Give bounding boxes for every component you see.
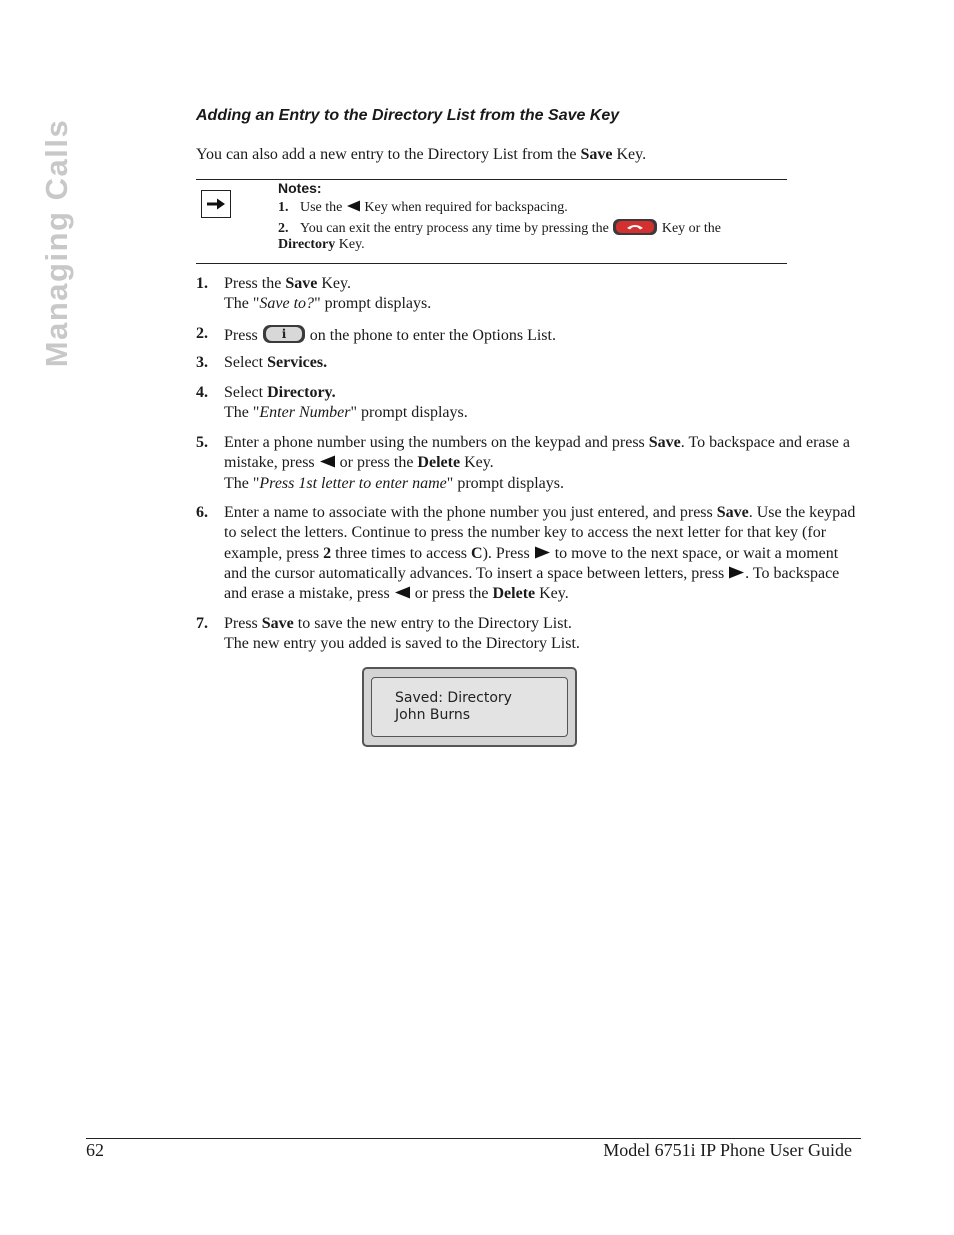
right-triangle-icon [534,546,551,559]
step-2: 2. Press i on the phone to enter the Options List. [196,325,556,344]
display-line-2: John Burns [395,707,471,723]
section-heading: Adding an Entry to the Directory List from the Save Key [196,107,620,124]
footer-divider [86,1138,861,1139]
phone-display [362,667,577,747]
info-key-icon [262,324,306,344]
guide-title: Model 6751i IP Phone User Guide [603,1140,852,1160]
intro-paragraph: You can also add a new entry to the Directory List from the Save Key. [196,146,647,163]
step-6: 6. Enter a name to associate with the phone number you just entered, and press Save. Use the keypad to select the letters. Continue to press the number key to access the next letter for that key (for example, press 2 three times to access C). Press to move to the next space, or wait a moment and the cursor automatically advances. To insert a space between letters, press . To backspace and erase a mistake, press or press the Delete Key. [196,504,856,603]
note-item-2-continued: Directory Key. [278,237,365,252]
left-triangle-icon [394,586,411,599]
step-1: 1. Press the Save Key. The "Save to?" prompt displays. [196,275,432,313]
notes-box [196,179,787,264]
arrow-right-icon [201,190,231,218]
step-5: 5. Enter a phone number using the numbers on the keypad and press Save. To backspace and erase a mistake, press or press the Delete Key. The "Press 1st letter to enter name" prompt displays. [196,434,850,492]
note-item-2: 2. You can exit the entry process any time by pressing the Key or the [278,218,721,237]
notes-title: Notes: [278,180,322,196]
left-triangle-icon [319,455,336,468]
left-triangle-icon [346,200,361,212]
display-line-1: Saved: Directory [395,690,512,706]
page-number: 62 [86,1140,104,1160]
step-7: 7. Press Save to save the new entry to the Directory List. The new entry you added is saved to the Directory List. [196,615,580,653]
right-triangle-icon [728,566,745,579]
svg-text:i: i [281,327,287,341]
section-side-tab [41,108,73,378]
goodbye-key-icon [612,218,658,236]
section-side-tab-label: Managing Calls [39,118,74,368]
step-3: 3. Select Services. [196,354,328,371]
step-4: 4. Select Directory. The "Enter Number" prompt displays. [196,384,468,422]
note-item-1: 1. Use the Key when required for backspacing. [278,200,568,215]
